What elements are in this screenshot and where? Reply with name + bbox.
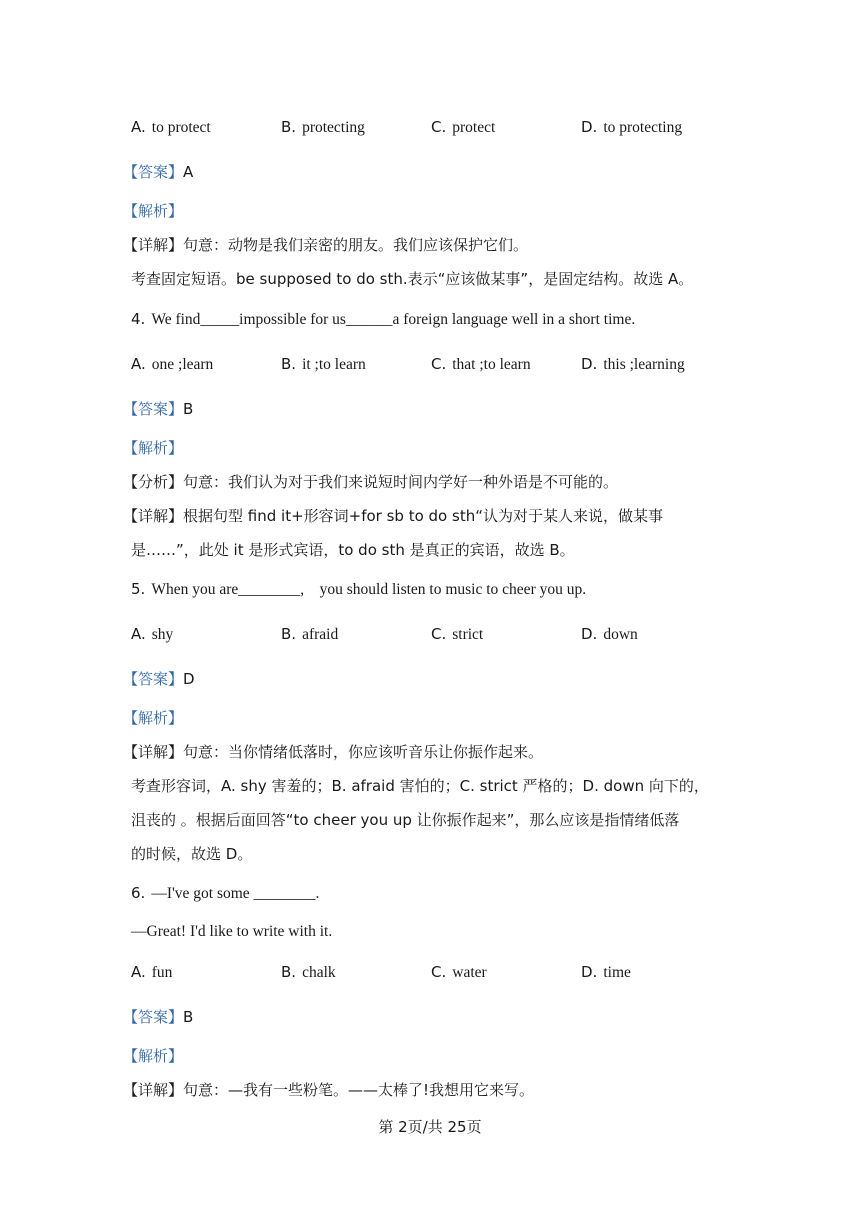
q4-answer: 【答案】B: [123, 400, 194, 418]
q5-detail: 【详解】句意：当你情绪低落时，你应该听音乐让你振作起来。: [123, 743, 544, 761]
q6-detail: 【详解】句意：—我有一些粉笔。——太棒了!我想用它来写。: [123, 1081, 535, 1099]
q5-explain-line3: 的时候，故选 D。: [131, 845, 253, 863]
page-footer: 第 2页/共 25页: [378, 1118, 482, 1136]
q3-option-a: A. to protect: [131, 118, 211, 136]
q3-option-b: B. protecting: [281, 118, 365, 136]
q6-option-a: A. fun: [131, 963, 173, 981]
q5-stem: 5. When you are________, you should listen to music to cheer you up.: [131, 580, 587, 598]
q4-option-a: A. one ;learn: [131, 355, 214, 373]
q6-option-c: C. water: [431, 963, 487, 981]
q3-option-d: D. to protecting: [581, 118, 683, 136]
q3-answer: 【答案】A: [123, 163, 194, 181]
q5-option-d: D. down: [581, 625, 638, 643]
q4-detail-line1: 【详解】根据句型 find it+形容词+for sb to do sth“认为对于某人来说，做某事: [123, 507, 663, 525]
q5-explain-line2: 沮丧的 。根据后面回答“to cheer you up 让你振作起来”，那么应该是指情绪低落: [131, 811, 680, 829]
q4-analysis-tag: 【解析】: [123, 439, 184, 457]
q5-option-b: B. afraid: [281, 625, 339, 643]
q5-answer: 【答案】D: [123, 670, 195, 688]
q6-answer: 【答案】B: [123, 1008, 194, 1026]
q3-detail: 【详解】句意：动物是我们亲密的朋友。我们应该保护它们。: [123, 236, 529, 254]
q4-option-b: B. it ;to learn: [281, 355, 366, 373]
q5-option-a: A. shy: [131, 625, 174, 643]
q4-option-d: D. this ;learning: [581, 355, 685, 373]
q6-option-b: B. chalk: [281, 963, 336, 981]
q4-detail-line2: 是……”，此处 it 是形式宾语，to do sth 是真正的宾语，故选 B。: [131, 541, 575, 559]
q3-explain: 考查固定短语。be supposed to do sth.表示“应该做某事”，是固定结构。故选 A。: [131, 270, 694, 288]
q6-stem-line1: 6. —I've got some ________.: [131, 884, 320, 902]
q3-analysis-tag: 【解析】: [123, 202, 184, 220]
q5-analysis-tag: 【解析】: [123, 709, 184, 727]
q6-analysis-tag: 【解析】: [123, 1047, 184, 1065]
q4-option-c: C. that ;to learn: [431, 355, 531, 373]
q4-stem: 4. We find_____impossible for us______a foreign language well in a short time.: [131, 310, 636, 328]
q3-option-c: C. protect: [431, 118, 496, 136]
q5-option-c: C. strict: [431, 625, 484, 643]
q6-stem-line2: —Great! I'd like to write with it.: [131, 923, 333, 940]
q5-explain-line1: 考查形容词，A. shy 害羞的；B. afraid 害怕的；C. strict 严格的；D. down 向下的，: [131, 777, 709, 795]
q6-option-d: D. time: [581, 963, 631, 981]
q4-analysis-note: 【分析】句意：我们认为对于我们来说短时间内学好一种外语是不可能的。: [123, 473, 619, 491]
